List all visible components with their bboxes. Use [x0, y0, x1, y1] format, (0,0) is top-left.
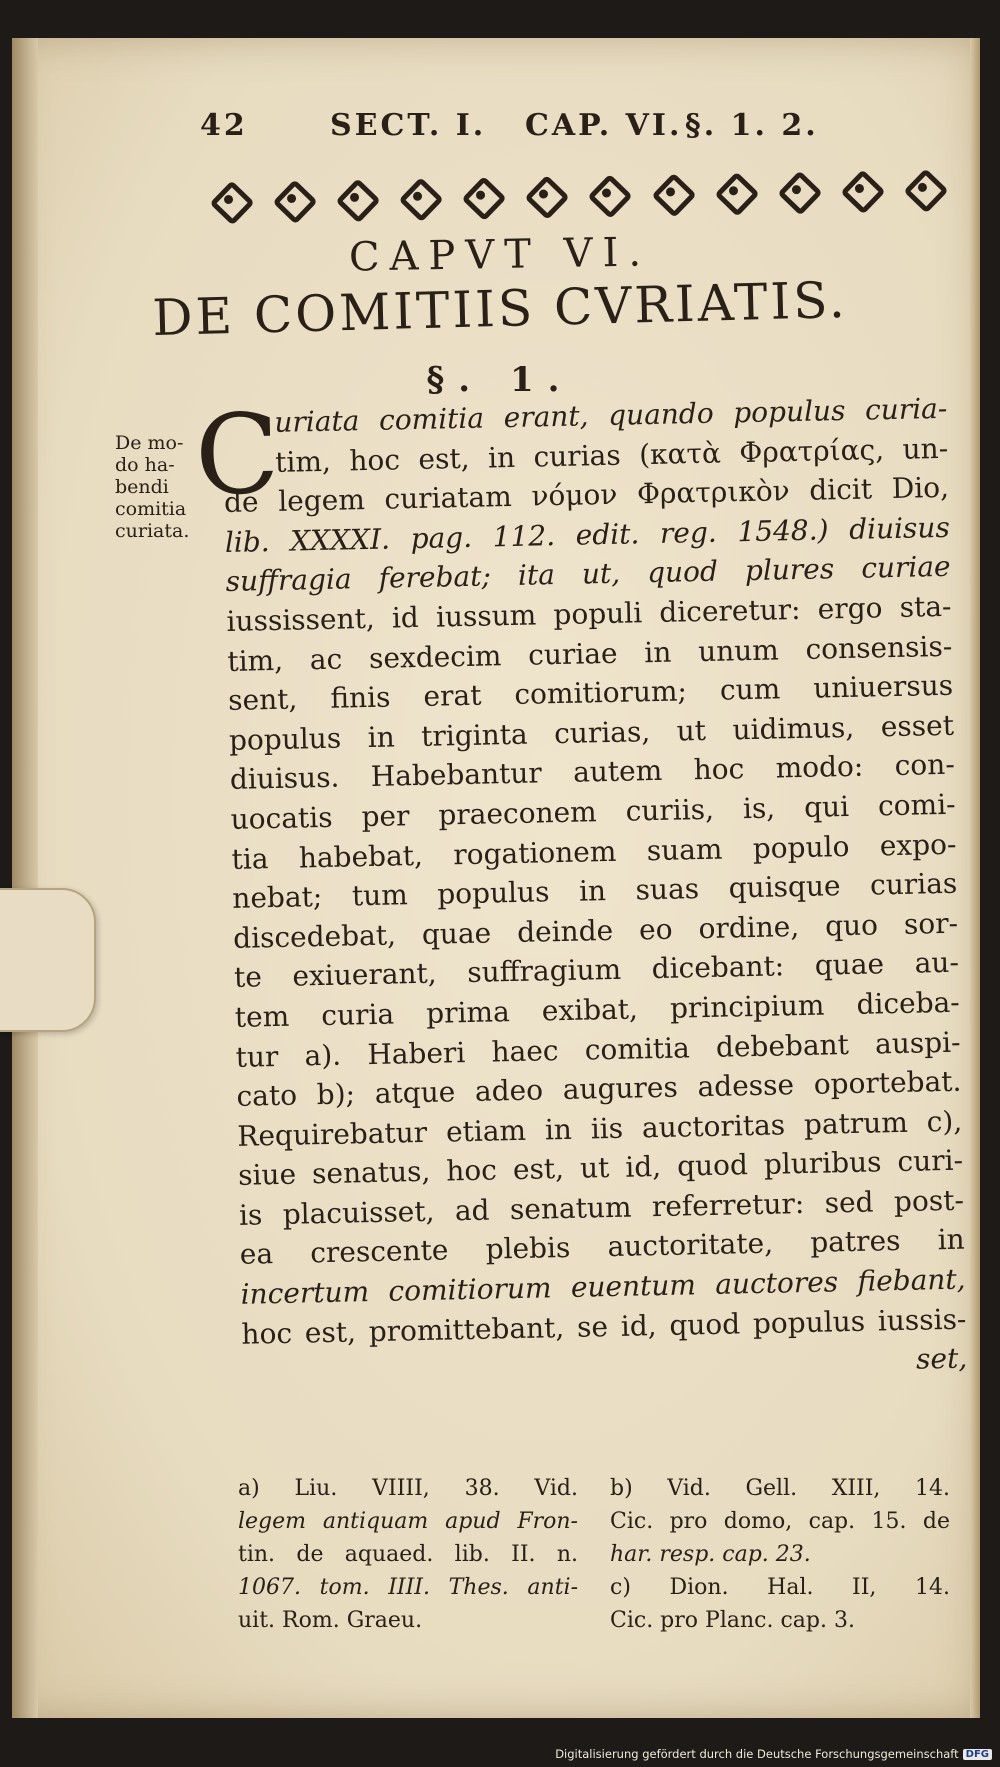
- digitization-credit: [555, 1745, 992, 1763]
- body-line: incertum comitiorum euentum auctores fiebant,: [240, 1262, 966, 1311]
- footnote-column-left: [238, 1472, 578, 1637]
- footnote-column-right: [610, 1472, 950, 1637]
- drop-cap: C: [193, 389, 281, 520]
- body-line: tia habebat, rogationem suam populo expo-: [231, 827, 957, 876]
- ornament-icon: [399, 177, 436, 214]
- body-text: [193, 389, 968, 1394]
- body-line: ea crescente plebis auctoritate, patres in: [239, 1223, 966, 1272]
- page-gutter: [12, 38, 38, 1718]
- body-line: hoc est, promittebant, se id, quod populus iussis-: [241, 1302, 967, 1351]
- running-head: [200, 108, 880, 152]
- ornament-icon: [903, 169, 940, 206]
- ornament-icon: [462, 176, 499, 213]
- footnote-line: uit. Rom. Graeu.: [238, 1608, 423, 1633]
- running-head-paragraphs: §. 1. 2.: [685, 108, 819, 143]
- body-line: nebat; tum populus in suas quisque curias: [232, 866, 958, 916]
- page-tab-marker: [0, 888, 96, 1032]
- margin-note-line: De mo-: [115, 432, 184, 454]
- footnote-line: 1067. tom. IIII. Thes. anti-: [238, 1575, 578, 1600]
- margin-note-line: curiata.: [115, 520, 190, 542]
- body-line: tim, hoc est, in curias (κατὰ Φρατρίας, un-: [274, 431, 949, 479]
- margin-note-line: bendi: [115, 476, 169, 498]
- body-line: Requirebatur etiam in iis auctoritas patrum c),: [236, 1104, 963, 1153]
- body-line: iussissent, id iussum populi diceretur: ergo sta-: [226, 589, 952, 638]
- body-line: te exiuerant, suffragium dicebant: quae au-: [233, 946, 960, 995]
- chapter-title: DE COMITIIS CVRIATIS.: [151, 270, 849, 348]
- ornament-icon: [210, 181, 247, 218]
- footnote-line: Cic. pro domo, cap. 15. de: [610, 1509, 950, 1534]
- ornament-icon: [714, 172, 751, 209]
- footnote-line: har. resp. cap. 23.: [610, 1542, 811, 1567]
- footnote-line: a) Liu. VIIII, 38. Vid.: [238, 1476, 578, 1501]
- body-line: discedebat, quae deinde eo ordine, quo sor-: [232, 906, 959, 955]
- ornament-icon: [273, 180, 310, 217]
- body-line: suffragia ferebat; ita ut, quod plures curiae: [225, 550, 951, 599]
- ornament-icon: [840, 170, 877, 207]
- ornament-icon: [336, 179, 373, 216]
- footnote-line: c) Dion. Hal. II, 14.: [610, 1575, 950, 1600]
- body-line: uocatis per praeconem curiis, is, qui comi-: [230, 787, 956, 836]
- ornament-icon: [588, 174, 625, 211]
- chapter-number: CAPVT VI.: [348, 229, 652, 281]
- dfg-logo-icon: DFG: [963, 1749, 992, 1760]
- body-line: tur a). Haberi haec comitia debebant auspi-: [235, 1025, 961, 1074]
- page-number: 42: [200, 108, 248, 143]
- ornament-icon: [651, 173, 688, 210]
- body-line: uriata comitia erant, quando populus curia-: [274, 391, 948, 439]
- ornament-icon: [777, 171, 814, 208]
- body-line: tim, ac sexdecim curiae in unum consensis-: [227, 629, 953, 678]
- body-line: set,: [915, 1341, 968, 1376]
- margin-note-line: comitia: [115, 498, 187, 520]
- body-line: is placuisset, ad senatum referretur: sed post-: [238, 1183, 965, 1232]
- footnote-line: legem antiquam apud Fron-: [238, 1509, 578, 1534]
- section-mark: §. 1.: [426, 360, 574, 400]
- body-line: diuisus. Habebantur autem hoc modo: con-: [229, 748, 956, 797]
- body-line: de legem curiatam νόμον Φρατρικὸν dicit Dio,: [223, 470, 950, 520]
- margin-note-line: do ha-: [115, 454, 175, 476]
- body-line: siue senatus, hoc est, ut id, quod pluribus curi-: [237, 1143, 964, 1193]
- footnotes: [238, 1472, 963, 1652]
- body-line: sent, finis erat comitiorum; cum uniuersus: [227, 668, 954, 718]
- ornament-icon: [525, 175, 562, 212]
- footnote-line: Cic. pro Planc. cap. 3.: [610, 1608, 855, 1633]
- body-line: populus in triginta curias, ut uidimus, esset: [228, 708, 955, 757]
- running-head-cap: CAP. VI.: [525, 108, 683, 143]
- body-line: tem curia prima exibat, principium diceba-: [234, 985, 961, 1034]
- body-line: cato b); atque adeo augures adesse oportebat.: [236, 1064, 962, 1113]
- body-line: lib. XXXXI. pag. 112. edit. reg. 1548.) diuisus: [224, 510, 951, 559]
- footnote-line: b) Vid. Gell. XIII, 14.: [610, 1476, 950, 1501]
- running-head-sect: SECT. I.: [330, 108, 487, 143]
- footnote-line: tin. de aquaed. lib. II. n.: [238, 1542, 578, 1567]
- credit-text: Digitalisierung gefördert durch die Deutsche Forschungsgemeinschaft: [555, 1747, 959, 1761]
